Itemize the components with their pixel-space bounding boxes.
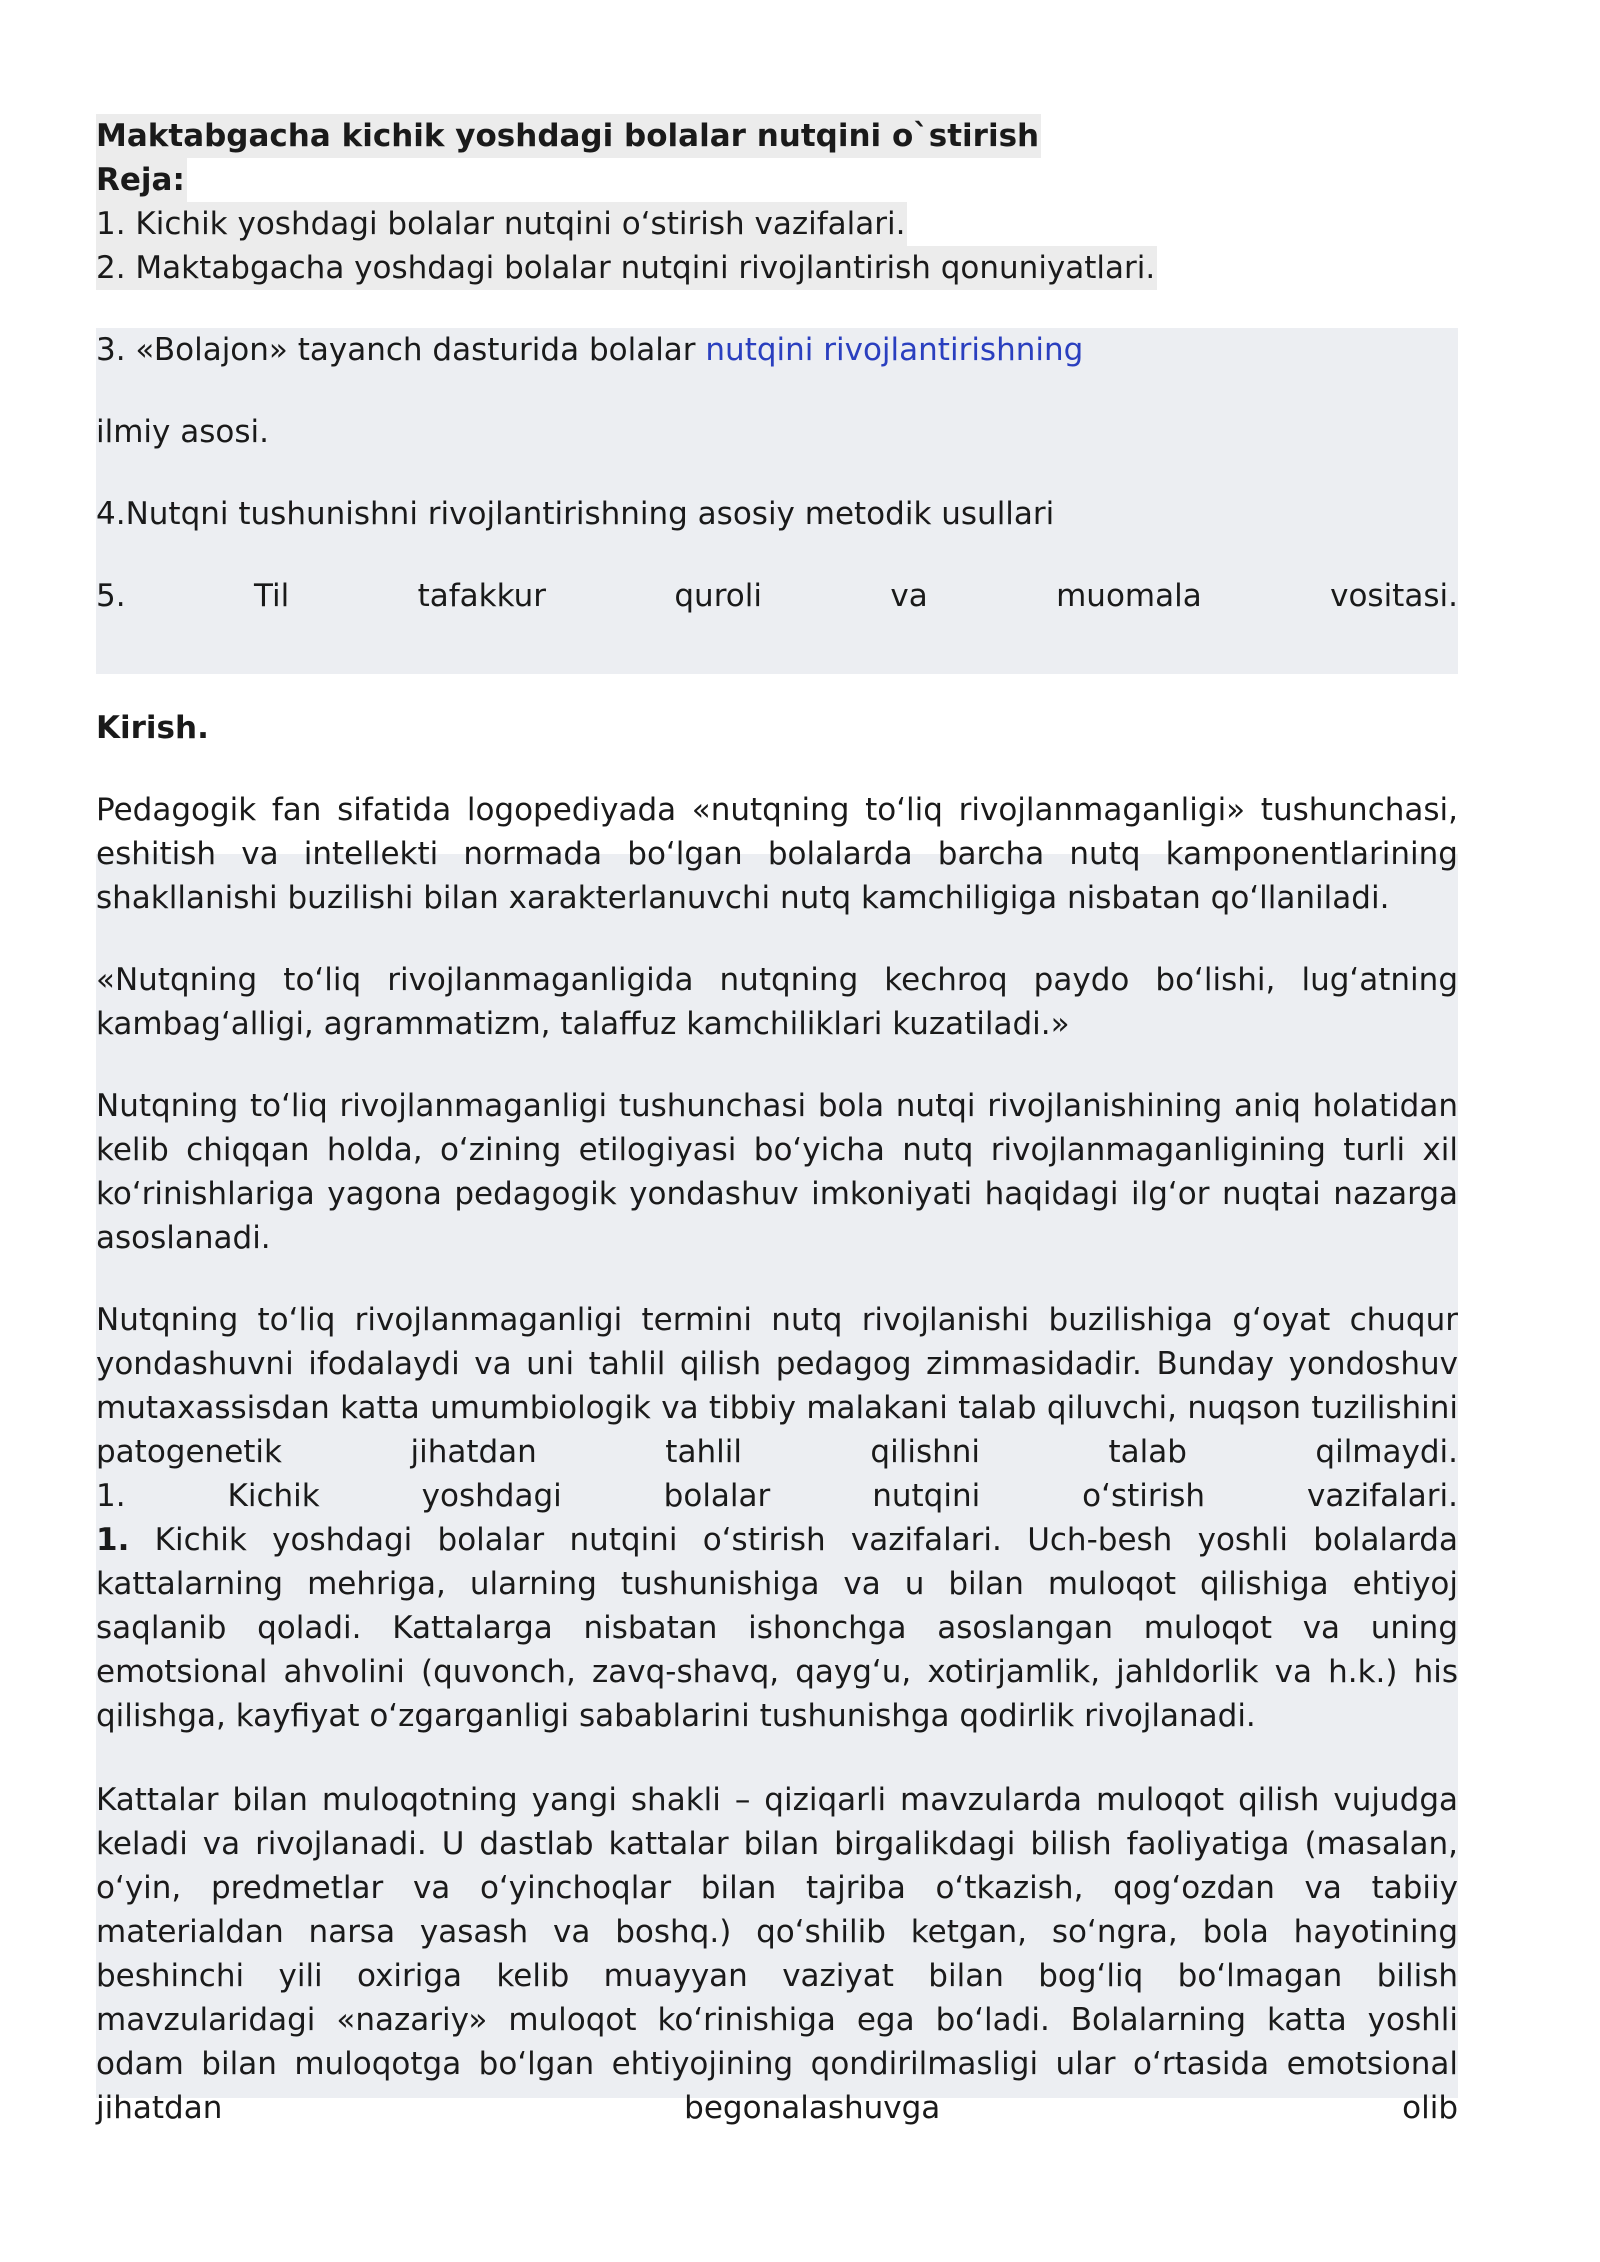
plan-item-5-word: muomala xyxy=(1056,578,1202,614)
intro-paragraph-4: Nutqning to‘liq rivojlanmaganligi termini nutq rivojlanishi buzilishiga g‘oyat chuqur yondashuvni ifodalaydi va uni tahlil qilish pedagog zimmasidadir. Bunday yondoshuv mutaxassisdan katta umumbiologik va tibbiy malakani talab qiluvchi, nuqson tuzilishini patogenetik jihatdan tahlil qilishni talab qilmaydi. xyxy=(96,1302,1458,1470)
plan-item-3-link[interactable]: nutqini rivojlantirishning xyxy=(705,332,1084,368)
section-line-word: bolalar xyxy=(663,1478,771,1514)
section-line-word: Kichik xyxy=(227,1478,320,1514)
section-paragraph-1-text: Kichik yoshdagi bolalar nutqini o‘stirish vazifalari. Uch-besh yoshli bolalarda kattalarning mehriga, ularning tushunishiga va u bilan muloqot qilishiga ehtiyoj saqlanib qoladi. Kattalarga nisbatan ishonchga asoslangan muloqot va uning emotsional ahvolini (quvonch, zavq-shavq, qayg‘u, xotirjamlik, jahldorlik va h.k.) his qilishga, kayfiyat o‘zgarganligi sabablarini tushunishga qodirlik rivojlanadi. xyxy=(96,1522,1458,1734)
section-line-word: o‘stirish xyxy=(1082,1478,1206,1514)
intro-paragraph-2: «Nutqning to‘liq rivojlanmaganligida nutqning kechroq paydo bo‘lishi, lug‘atning kambag‘alligi, agrammatizm, talaffuz kamchiliklari kuzatiladi.» xyxy=(96,962,1458,1042)
plan-item-3-cont: ilmiy asosi. xyxy=(96,414,269,450)
plan-item-5 xyxy=(96,574,1458,618)
plan-item-5-word: Til xyxy=(253,578,290,614)
plan-item-5-word: quroli xyxy=(674,578,762,614)
intro-paragraph-1: Pedagogik fan sifatida logopediyada «nutqning to‘liq rivojlanmaganligi» tushunchasi, eshitish va intellekti normada bo‘lgan bolalarda barcha nutq kamponentlarining shakllanishi buzilishi bilan xarakterlanuvchi nutq kamchiligiga nisbatan qo‘llaniladi. xyxy=(96,792,1458,916)
section-paragraph-2: Kattalar bilan muloqotning yangi shakli – qiziqarli mavzularda muloqot qilish vujudga keladi va rivojlanadi. U dastlab kattalar bilan birgalikdagi bilish faoliyatiga (masalan, o‘yin, predmetlar va o‘yinchoqlar bilan tajriba o‘tkazish, qog‘ozdan va tabiiy materialdan narsa yasash va boshq.) qo‘shilib ketgan, so‘ngra, bola hayotining beshinchi yili oxiriga kelib muayyan vaziyat bilan bog‘liq bo‘lmagan bilish mavzularidagi «nazariy» muloqot ko‘rinishiga ega bo‘ladi. Bolalarning katta yoshli odam bilan muloqotga bo‘lgan ehtiyojining qondirilmasligi ular o‘rtasida emotsional jihatdan begonalashuvga olib xyxy=(96,1782,1458,2126)
plan-item-1: 1. Kichik yoshdagi bolalar nutqini o‘stirish vazifalari. xyxy=(96,202,907,246)
plan-item-3-text: 3. «Bolajon» tayanch dasturida bolalar xyxy=(96,332,706,368)
plan-item-5-word: va xyxy=(890,578,928,614)
plan-item-5-word: tafakkur xyxy=(417,578,546,614)
intro-heading: Kirish. xyxy=(96,710,209,746)
main-body xyxy=(96,328,1458,2126)
section-number: 1. xyxy=(96,1522,130,1558)
section-line-word: vazifalari. xyxy=(1307,1478,1458,1514)
section-line-word: 1. xyxy=(96,1478,126,1514)
plan-item-3 xyxy=(96,328,1458,372)
intro-paragraph-3: Nutqning to‘liq rivojlanmaganligi tushunchasi bola nutqi rivojlanishining aniq holatidan kelib chiqqan holda, o‘zining etilogiyasi bo‘yicha nutq rivojlanmaganligining turli xil ko‘rinishlariga yagona pedagogik yondashuv imkoniyati haqidagi ilg‘or nuqtai nazarga asoslanadi. xyxy=(96,1088,1458,1256)
plan-label: Reja: xyxy=(96,158,187,202)
section-paragraph-1 xyxy=(96,1518,1458,1738)
plan-item-4: 4.Nutqni tushunishni rivojlantirishning asosiy metodik usullari xyxy=(96,496,1055,532)
plan-item-5-word: vositasi. xyxy=(1330,578,1458,614)
section-line-word: nutqini xyxy=(872,1478,981,1514)
section-line-word: yoshdagi xyxy=(421,1478,562,1514)
plan-item-5-word: 5. xyxy=(96,578,126,614)
plan-item-2: 2. Maktabgacha yoshdagi bolalar nutqini rivojlantirish qonuniyatlari. xyxy=(96,246,1157,290)
section-line xyxy=(96,1474,1458,1518)
document-title: Maktabgacha kichik yoshdagi bolalar nutqini o`stirish xyxy=(96,114,1041,158)
header-block xyxy=(96,114,1157,290)
